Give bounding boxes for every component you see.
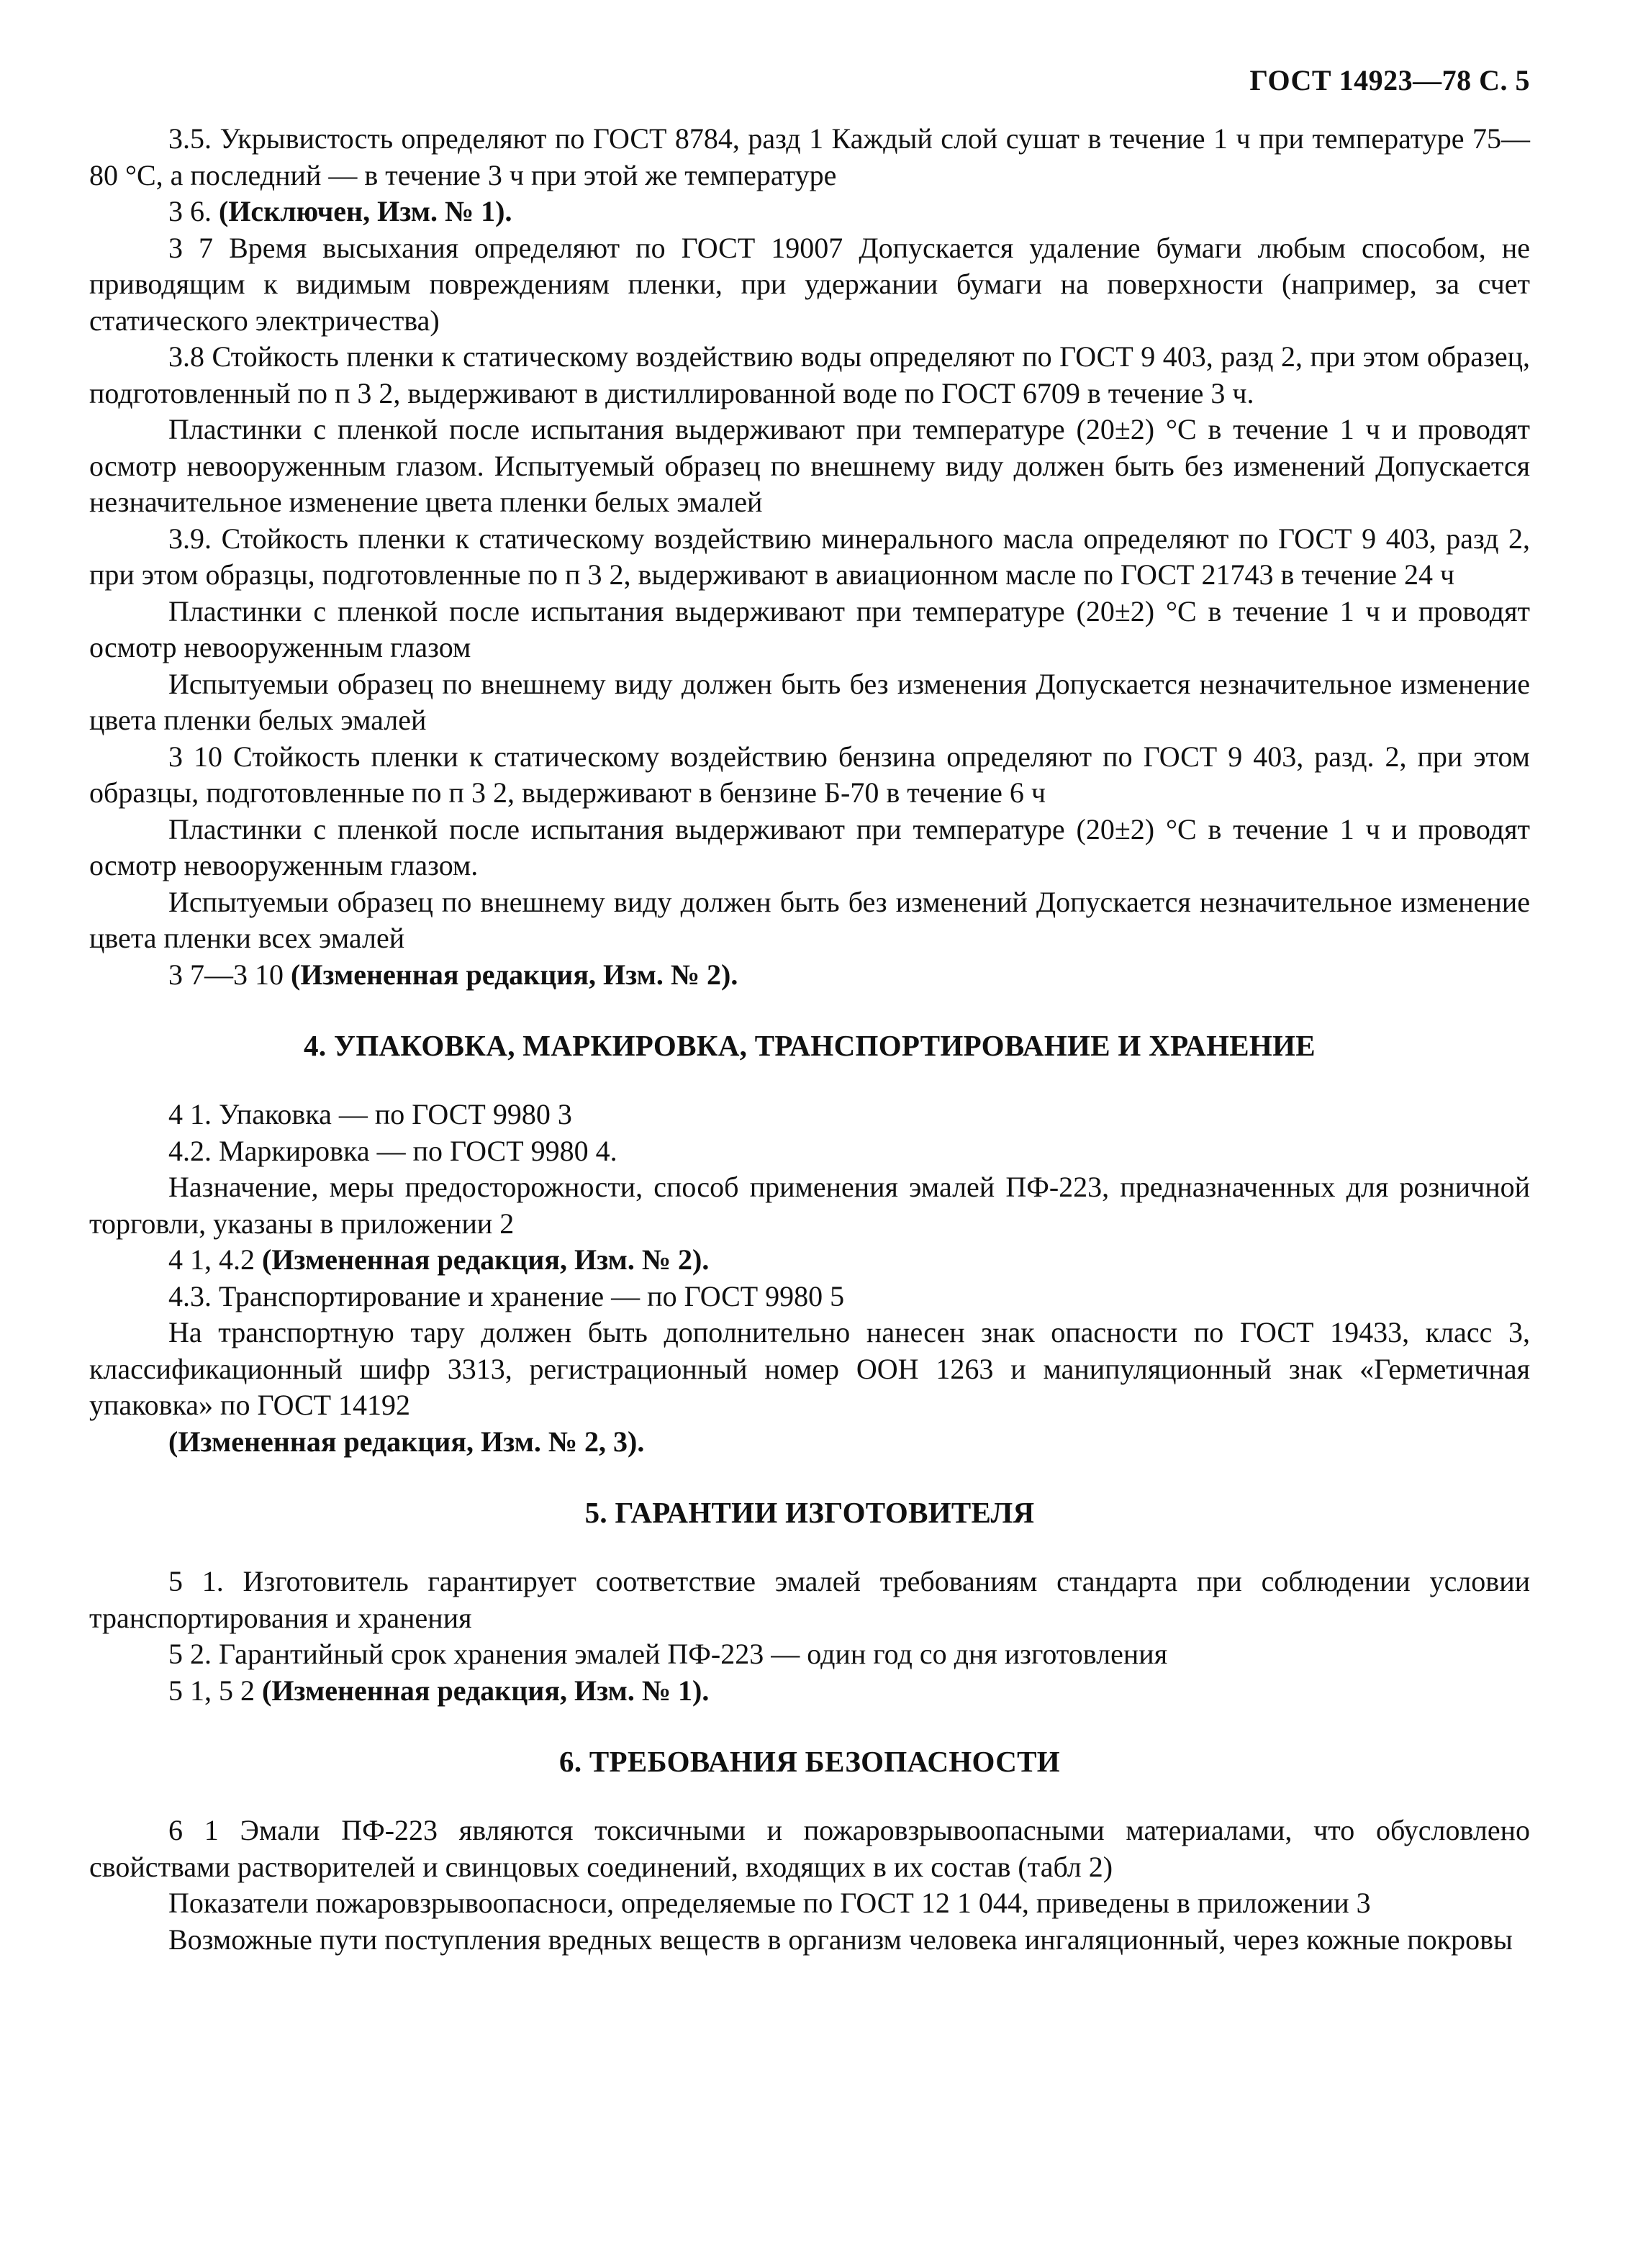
amendment-note: (Измененная редакция, Изм. № 1). — [262, 1674, 710, 1707]
paragraph-number: 3 7—3 10 — [168, 958, 291, 991]
section-6-heading: 6. ТРЕБОВАНИЯ БЕЗОПАСНОСТИ — [559, 1745, 1060, 1778]
paragraph-6-1: 6 1 Эмали ПФ-223 являются токсичными и пожаровзрывоопасными материалами, что обусловлено свойствами растворителей и свинцовых соединений, входящих в их состав (табл 2) — [89, 1814, 1530, 1883]
amendment-note: (Исключен, Изм. № 1). — [219, 195, 512, 227]
amendment-note: (Измененная редакция, Изм. № 2, 3). — [168, 1425, 645, 1458]
paragraph-number: 3 6. — [168, 195, 219, 227]
paragraph-3-9-sample: Испытуемыи образец по внешнему виду должен быть без изменения Допускается незначительное изменение цвета пленки белых эмалей — [89, 667, 1530, 736]
paragraph-4-2: 4.2. Маркировка — по ГОСТ 9980 4. — [168, 1134, 617, 1167]
paragraph-6-1-indicators: Показатели пожаровзрывоопасноси, определяемые по ГОСТ 12 1 044, приведены в приложении 3 — [168, 1887, 1371, 1919]
paragraph-3-9: 3.9. Стойкость пленки к статическому воздействию минерального масла определяют по ГОСТ 9 403, разд 2, при этом образцы, подготовленные по п 3 2, выдерживают в авиационном масле по ГОСТ 21743 в течение 24 ч — [89, 522, 1530, 591]
paragraph-4-3-marking: На транспортную тару должен быть дополнительно нанесен знак опасности по ГОСТ 19433, класс 3, классификационный шифр 3313, регистрационный номер ООН 1263 и манипуляционный знак «Герметичная упаковка» по ГОСТ 14192 — [89, 1316, 1530, 1421]
paragraph-3-10-sample: Испытуемыи образец по внешнему виду должен быть без изменений Допускается незначительное изменение цвета пленки всех эмалей — [89, 885, 1530, 954]
paragraph-5-1: 5 1. Изготовитель гарантирует соответствие эмалей требованиям стандарта при соблюдении условии транспортирования и хранения — [89, 1565, 1530, 1634]
amendment-3-7-3-10 — [89, 957, 1530, 994]
paragraph-3-10: 3 10 Стойкость пленки к статическому воздействию бензина определяют по ГОСТ 9 403, разд. 2, при этом образцы, подготовленные по п 3 2, выдерживают в бензине Б-70 в течение 6 ч — [89, 740, 1530, 809]
paragraph-5-2: 5 2. Гарантийный срок хранения эмалей ПФ-223 — один год со дня изготовления — [168, 1638, 1168, 1670]
section-5-heading: 5. ГАРАНТИИ ИЗГОТОВИТЕЛЯ — [584, 1496, 1035, 1529]
page-header: ГОСТ 14923—78 С. 5 — [1249, 64, 1530, 96]
paragraph-3-8: 3.8 Стойкость пленки к статическому воздействию воды определяют по ГОСТ 9 403, разд 2, при этом образец, подготовленный по п 3 2, выдерживают в дистиллированной воде по ГОСТ 6709 в течение 3 ч. — [89, 340, 1530, 409]
paragraph-number: 5 1, 5 2 — [168, 1674, 262, 1707]
paragraph-3-10-plates: Пластинки с пленкой после испытания выдерживают при температуре (20±2) °С в течение 1 ч и проводят осмотр невооруженным глазом. — [89, 812, 1530, 881]
amendment-5-1-5-2 — [89, 1673, 1530, 1710]
paragraph-4-2-purpose: Назначение, меры предосторожности, способ применения эмалей ПФ-223, предназначенных для розничной торговли, указаны в приложении 2 — [89, 1171, 1530, 1240]
amendment-4-1-4-2 — [89, 1242, 1530, 1279]
paragraph-3-6 — [89, 194, 1530, 230]
section-4-heading: 4. УПАКОВКА, МАРКИРОВКА, ТРАНСПОРТИРОВАНИЕ И ХРАНЕНИЕ — [304, 1029, 1316, 1062]
paragraph-3-5: 3.5. Укрывистость определяют по ГОСТ 8784, разд 1 Каждый слой сушат в течение 1 ч при температуре 75—80 °С, а последний — в течение 3 ч при этой же температуре — [89, 122, 1530, 191]
paragraph-number: 4 1, 4.2 — [168, 1243, 262, 1276]
amendment-note: (Измененная редакция, Изм. № 2). — [291, 958, 738, 991]
paragraph-4-3: 4.3. Транспортирование и хранение — по ГОСТ 9980 5 — [168, 1279, 845, 1312]
paragraph-4-1: 4 1. Упаковка — по ГОСТ 9980 3 — [168, 1098, 572, 1130]
amendment-4-3 — [89, 1424, 1530, 1461]
paragraph-3-7: 3 7 Время высыхания определяют по ГОСТ 19007 Допускается удаление бумаги любым способом, не приводящим к видимым повреждениям пленки, при удержании бумаги на поверхности (например, за счет статического электричества) — [89, 231, 1530, 337]
paragraph-6-1-exposure: Возможные пути поступления вредных веществ в организм человека ингаляционный, через кожные покровы — [168, 1923, 1513, 1956]
paragraph-3-9-plates: Пластинки с пленкой после испытания выдерживают при температуре (20±2) °С в течение 1 ч и проводят осмотр невооруженным глазом — [89, 594, 1530, 663]
amendment-note: (Измененная редакция, Изм. № 2). — [262, 1243, 710, 1276]
paragraph-3-8-plates: Пластинки с пленкой после испытания выдерживают при температуре (20±2) °С в течение 1 ч и проводят осмотр невооруженным глазом. Испытуемый образец по внешнему виду должен быть без изменений Допускается незначительное изменение цвета пленки белых эмалей — [89, 413, 1530, 518]
